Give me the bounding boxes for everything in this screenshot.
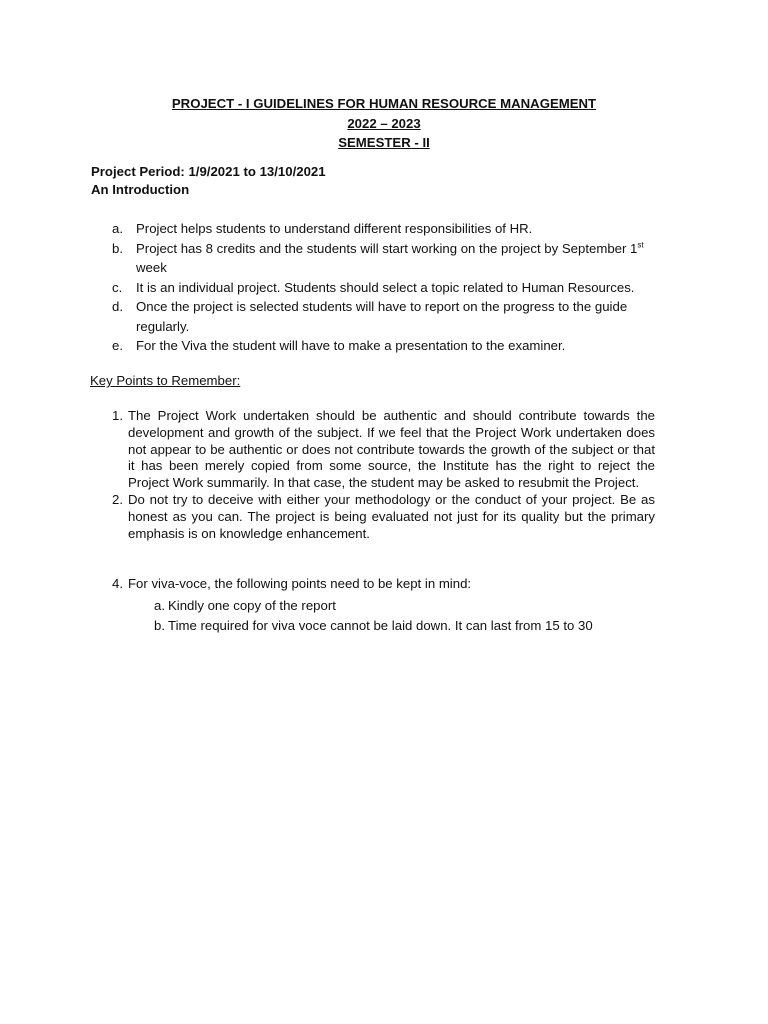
project-period: Project Period: 1/9/2021 to 13/10/2021 (91, 164, 326, 179)
list-item-text: Project helps students to understand different responsibilities of HR. (136, 221, 533, 236)
header-semester: SEMESTER - II (338, 135, 430, 150)
list-item (112, 297, 682, 336)
viva-sub-list (154, 596, 672, 636)
introduction-list (112, 219, 682, 356)
list-marker: c. (112, 279, 123, 295)
project-period-block (91, 163, 326, 199)
viva-sub-item (154, 596, 672, 616)
viva-point (112, 575, 672, 593)
list-marker: a. (112, 221, 123, 236)
key-point (112, 408, 655, 492)
viva-number: 4. (112, 576, 123, 591)
list-item-text (136, 239, 682, 278)
key-point-number: 1. (112, 408, 123, 423)
document-header (0, 94, 768, 153)
viva-section (112, 575, 672, 636)
list-item (112, 239, 682, 278)
sub-item-text: Kindly one copy of the report (168, 598, 336, 613)
viva-sub-item (154, 616, 672, 636)
list-marker: b. (112, 240, 123, 256)
key-points-list (112, 408, 655, 542)
list-item (112, 336, 682, 356)
key-point-text: Do not try to deceive with either your methodology or the conduct of your project. Be as honest as you can. The project is being evaluated not just for its quality but the primary emphasis is on knowledge enhancement. (128, 491, 655, 541)
list-item (112, 278, 682, 298)
key-point-number: 2. (112, 491, 123, 507)
list-item (112, 219, 682, 239)
header-title: PROJECT - I GUIDELINES FOR HUMAN RESOURCE MANAGEMENT (171, 96, 597, 111)
key-point-text: The Project Work undertaken should be authentic and should contribute towards the development and growth of the subject. If we feel that the Project Work undertaken does not appear to be authentic or does not contribute towards the growth of the subject or that it has been merely copied from some source, the Institute has the right to reject the Project Work summarily. In that case, the student may be asked to resubmit the Project. (128, 408, 655, 491)
list-item-text-part: week (136, 260, 167, 275)
list-marker: e. (112, 338, 123, 353)
viva-text: For viva-voce, the following points need to be kept in mind: (128, 576, 472, 591)
key-point (112, 492, 655, 542)
list-marker: d. (112, 299, 123, 314)
header-year: 2022 – 2023 (347, 115, 421, 131)
list-item-text-part: Project has 8 credits and the students will start working on the project by September 1 (136, 240, 638, 256)
key-points-heading: Key Points to Remember: (90, 373, 241, 388)
sub-marker: b. (154, 618, 165, 633)
list-item-text: For the Viva the student will have to make a presentation to the examiner. (136, 338, 566, 353)
ordinal-suffix: st (637, 240, 644, 250)
introduction-heading: An Introduction (91, 182, 190, 197)
sub-marker: a. (154, 598, 165, 613)
list-item-text: Once the project is selected students will have to report on the progress to the guide regularly. (136, 299, 628, 334)
sub-item-text: Time required for viva voce cannot be laid down. It can last from 15 to 30 (168, 618, 593, 633)
list-item-text: It is an individual project. Students should select a topic related to Human Resources. (136, 279, 635, 295)
